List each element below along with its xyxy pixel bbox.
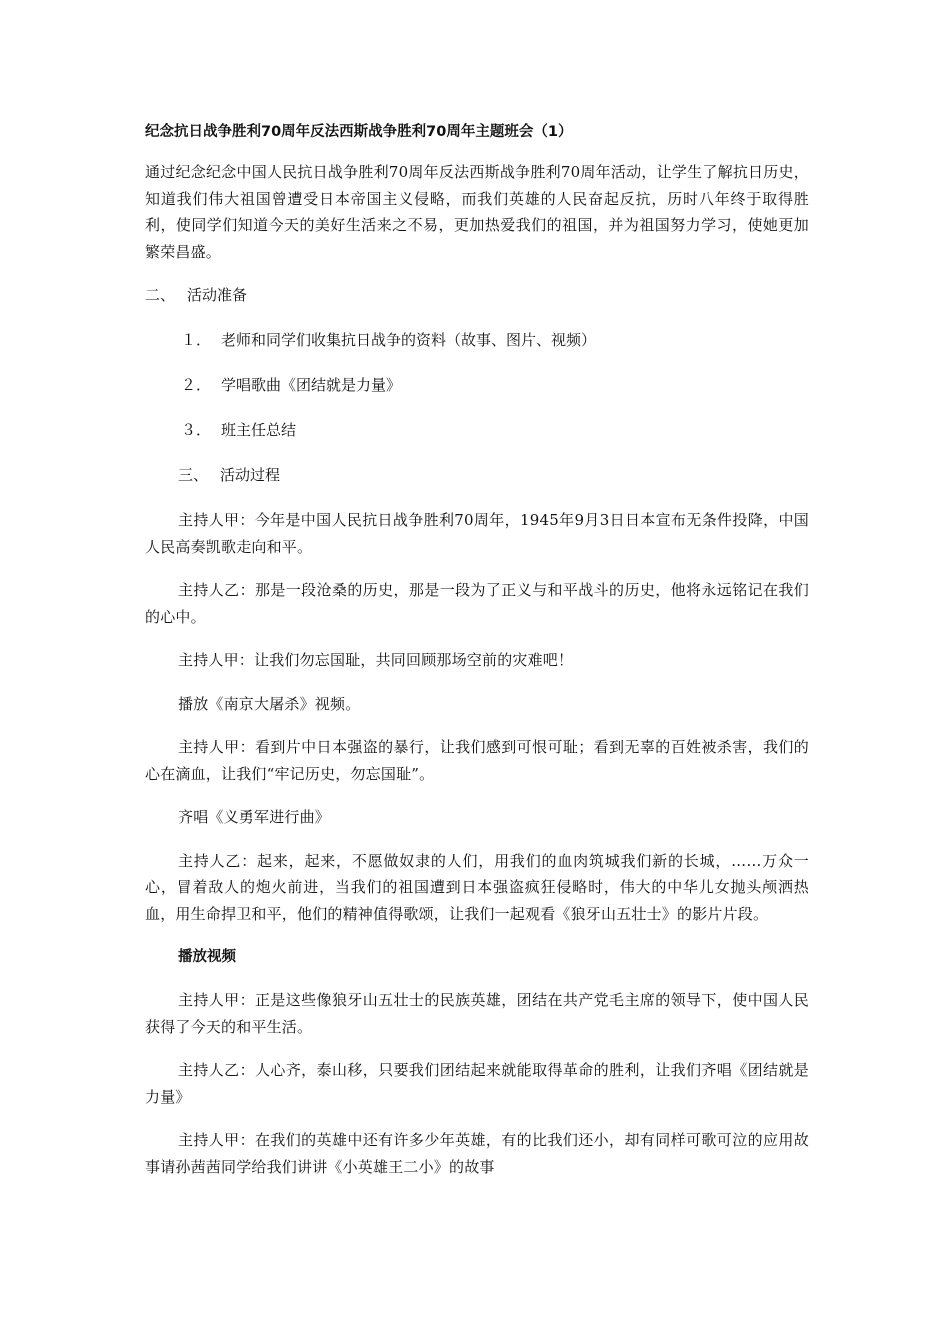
bold-instruction: 播放视频 — [178, 949, 236, 965]
section-number: 三、 — [178, 466, 209, 484]
list-item-number: ３． — [181, 421, 212, 439]
list-item-number: ２． — [181, 376, 212, 394]
list-item-text: 班主任总结 — [221, 421, 297, 439]
section-label: 活动准备 — [187, 286, 248, 304]
dialogue-paragraph: 播放《南京大屠杀》视频。 — [178, 694, 361, 713]
dialogue-paragraph: 主持人甲：正是这些像狼牙山五壮士的民族英雄，团结在共产党毛主席的领导下，使中国人民获得了今天的和平生活。 — [145, 991, 809, 1036]
list-item-number: １． — [181, 331, 212, 349]
dialogue-paragraph: 主持人甲：在我们的英雄中还有许多少年英雄，有的比我们还小，却有同样可歌可泣的应用故事请孙茜茜同学给我们讲讲《小英雄王二小》的故事 — [145, 1131, 809, 1176]
dialogue-paragraph: 主持人乙：起来，起来，不愿做奴隶的人们，用我们的血肉筑城我们新的长城，……万众一心，冒着敌人的炮火前进，当我们的祖国遭到日本强盗疯狂侵略时，伟大的中华儿女抛头颅洒热血，用生命捍卫和平，他们的精神值得歌颂，让我们一起观看《狼牙山五壮士》的影片片段。 — [145, 851, 809, 923]
list-item — [181, 417, 809, 443]
dialogue-paragraph: 主持人甲：今年是中国人民抗日战争胜利70周年，1945年9月3日日本宣布无条件投降，中国人民高奏凯歌走向和平。 — [145, 511, 809, 556]
section-label: 活动过程 — [220, 466, 281, 484]
dialogue-paragraph: 主持人乙：人心齐，泰山移，只要我们团结起来就能取得革命的胜利，让我们齐唱《团结就是力量》 — [145, 1061, 809, 1106]
list-item-text: 老师和同学们收集抗日战争的资料（故事、图片、视频） — [221, 331, 597, 349]
list-item — [181, 327, 809, 353]
dialogue-paragraph: 齐唱《义勇军进行曲》 — [178, 808, 331, 826]
intro-paragraph: 通过纪念纪念中国人民抗日战争胜利70周年反法西斯战争胜利70周年活动，让学生了解抗日历史，知道我们伟大祖国曾遭受日本帝国主义侵略，而我们英雄的人民奋起反抗，历时八年终于取得胜利，使同学们知道今天的美好生活来之不易，更加热爱我们的祖国，并为祖国努力学习，使她更加繁荣昌盛。 — [145, 163, 809, 261]
document-page — [145, 120, 809, 1197]
section-heading-preparation — [145, 282, 809, 308]
section-number: 二、 — [145, 286, 176, 304]
dialogue-paragraph: 主持人甲：看到片中日本强盗的暴行，让我们感到可恨可耻；看到无辜的百姓被杀害，我们的心在滴血，让我们“牢记历史，勿忘国耻”。 — [145, 738, 809, 783]
list-item-text: 学唱歌曲《团结就是力量》 — [221, 376, 402, 394]
dialogue-paragraph: 主持人甲：让我们勿忘国耻，共同回顾那场空前的灾难吧！ — [178, 651, 574, 669]
section-heading-process — [178, 462, 809, 488]
list-item — [181, 372, 809, 398]
dialogue-paragraph: 主持人乙：那是一段沧桑的历史，那是一段为了正义与和平战斗的历史，他将永远铭记在我们的心中。 — [145, 581, 809, 626]
document-title: 纪念抗日战争胜利70周年反法西斯战争胜利70周年主题班会（1） — [145, 124, 573, 140]
